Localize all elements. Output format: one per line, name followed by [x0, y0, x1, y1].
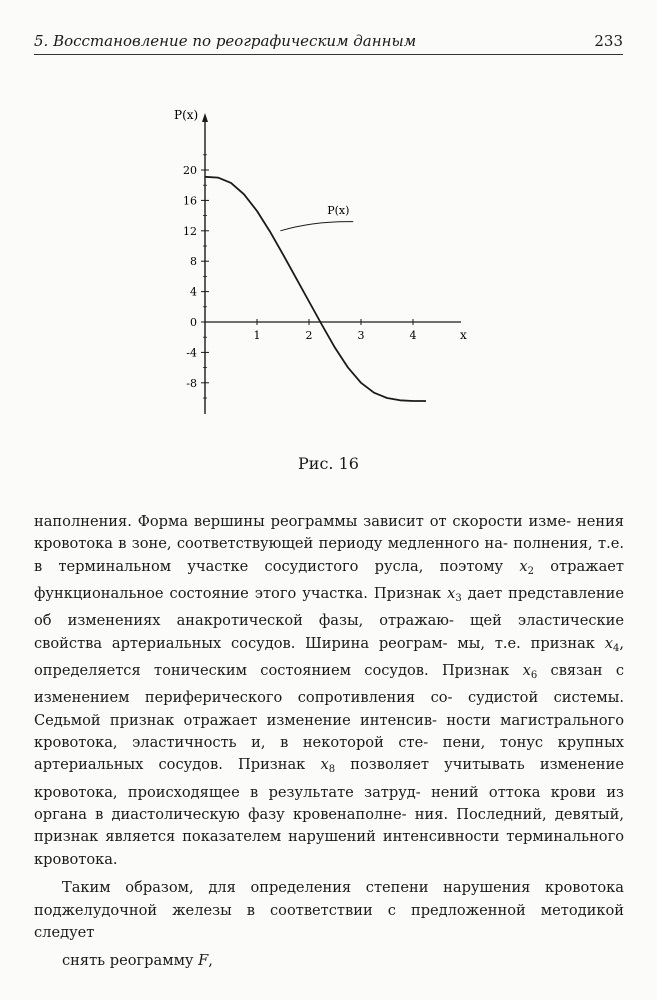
text-line: наполнения. Форма вершины реограммы зависит от скорости изме- [34, 513, 572, 530]
x-tick-label: 4 [409, 329, 417, 342]
chart-curve-group [205, 177, 426, 401]
variable: x [447, 585, 456, 603]
text-line: полнения, т.е. в терминальном участке сосудистого русла, поэтому [34, 535, 624, 575]
y-tick-label: 4 [190, 285, 197, 299]
y-tick-label: 16 [183, 194, 197, 208]
variable: x [522, 662, 531, 680]
page-number: 233 [594, 32, 623, 50]
body-text [34, 511, 624, 973]
running-title: 5. Восстановление по реографическим данным [34, 32, 417, 50]
text-line: судистой системы. Седьмой признак отражает изменение интенсив- [34, 689, 625, 729]
y-tick-label: 12 [183, 224, 197, 238]
y-tick-label: 20 [183, 164, 197, 177]
text-line: мы, т.е. признак [457, 634, 605, 652]
p-x-curve [205, 177, 426, 401]
chart-axes [174, 108, 467, 414]
text-line: нений оттока крови из органа в диастолическую фазу кровенаполне- [34, 783, 625, 824]
y-tick-label: 8 [190, 255, 197, 269]
variable: x [519, 557, 528, 575]
x-tick-label: 2 [305, 329, 313, 342]
text-line: позволяет [335, 756, 429, 774]
figure-caption: Рис. 16 [298, 454, 359, 473]
text-line: интенсивности терминального кровотока. [34, 828, 625, 868]
paragraph-1 [34, 511, 624, 871]
text-line: дает представление об изменениях анакротической фазы, отражаю- [34, 585, 624, 630]
text-line: связан с изменением периферического сопротивления со- [34, 662, 625, 707]
variable-subscript: 2 [527, 565, 534, 577]
variable-subscript: 3 [455, 593, 462, 605]
running-head [34, 28, 623, 55]
item-text: снять реограмму [62, 952, 199, 970]
text-line: пени, тонус крупных артериальных сосудов. Признак [34, 734, 625, 774]
text-line: щей эластические свойства артериальных сосудов. Ширина реограм- [34, 612, 624, 652]
y-tick-label: -4 [186, 346, 197, 360]
y-tick-label: 0 [190, 316, 197, 329]
variable: x [604, 634, 613, 652]
y-axis-label: P(x) [174, 108, 199, 122]
text-line: отражает функциональное состояние этого участка. Признак [34, 557, 624, 603]
paragraph-2: Таким образом, для определения степени нарушения кровотока поджелудочной железы в соответствии с предложенной методикой следует [34, 879, 624, 941]
variable-subscript: 6 [530, 670, 538, 682]
text-line: Признак [441, 662, 523, 680]
y-axis-arrow [202, 113, 208, 122]
variable: x [320, 756, 329, 774]
curve-label-leader [280, 222, 353, 231]
x-axis-label: x [460, 328, 467, 342]
figure-16-chart [165, 102, 465, 422]
text-line: ния. Последний, девятый, признак является показателем нарушений [34, 806, 624, 846]
variable-subscript: 4 [612, 642, 620, 654]
variable-subscript: 8 [328, 764, 336, 776]
variable: F [198, 952, 209, 970]
y-tick-label: -8 [186, 376, 197, 390]
text-line: учитывать изменение кровотока, происходящее в результате затруд- [34, 756, 624, 801]
text-line: нения кровотока в зоне, соответствующей периоду медленного на- [34, 513, 625, 553]
text-line: ности магистрального кровотока, эластичность и, в некоторой сте- [34, 711, 624, 752]
text-line: , определяется тоническим состоянием сосудов. [34, 634, 624, 680]
list-item [34, 950, 624, 972]
item-punct: , [208, 952, 213, 970]
curve-label: P(x) [327, 204, 350, 218]
chart-ticks [183, 155, 417, 398]
x-tick-label: 3 [357, 329, 365, 342]
x-tick-label: 1 [253, 329, 261, 342]
